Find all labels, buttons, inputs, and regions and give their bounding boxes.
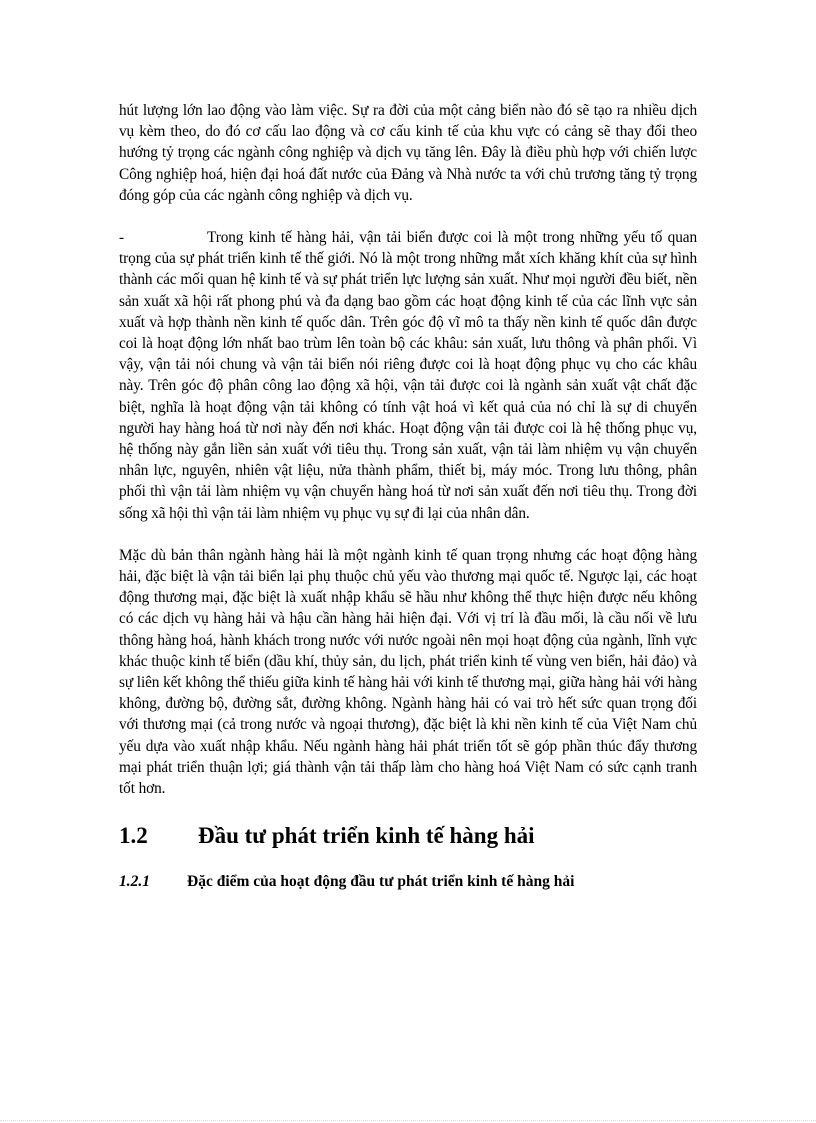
paragraph-1: hút lượng lớn lao động vào làm việc. Sự ra đời của một cảng biển nào đó sẽ tạo ra nhiều dịch vụ kèm theo, do đó cơ cấu lao động và cơ cấu kinh tế của khu vực có cảng sẽ thay đổi theo hướng tỷ trọng các ngành công nghiệp và dịch vụ tăng lên. Đây là điều phù hợp với chiến lược Công nghiệp hoá, hiện đại hoá đất nước của Đảng và Nhà nước ta với chủ trương tăng tỷ trọng đóng góp của các ngành công nghiệp và dịch vụ. bbox=[119, 102, 697, 204]
bullet-marker: - bbox=[119, 229, 124, 247]
paragraph-2: Trong kinh tế hàng hải, vận tải biển được coi là một trong những yếu tố quan trọng của sự phát triển kinh tế thế giới. Nó là một trong những mắt xích khăng khít của sự hình thành các mối quan hệ kinh tế và sự phát triển lực lượng sản xuất. Như mọi người đều biết, nền sản xuất xã hội rất phong phú và đa dạng bao gồm các hoạt động kinh tế của các lĩnh vực sản xuất và hợp thành nền kinh tế quốc dân. Trên góc độ vĩ mô ta thấy nền kinh tế quốc dân được coi là hoạt động lớn nhất bao trùm lên toàn bộ các khâu: sản xuất, lưu thông và phân phối. Vì vậy, vận tải nói chung và vận tải biển nói riêng được coi là hoạt động phục vụ cho các khâu này. Trên góc độ phân công lao động xã hội, vận tải được coi là ngành sản xuất vật chất đặc biệt, nghĩa là hoạt động vận tải không có tính vật hoá vì kết quả của nó chỉ là sự di chuyển người hay hàng hoá từ nơi này đến nơi khác. Hoạt động vận tải được coi là hệ thống phục vụ, hệ thống này gắn liền sản xuất với tiêu thụ. Trong sản xuất, vận tải làm nhiệm vụ vận chuyển nhân lực, nguyên, nhiên vật liệu, nửa thành phẩm, thiết bị, máy móc. Trong lưu thông, phân phối thì vận tải làm nhiệm vụ vận chuyển hàng hoá từ nơi sản xuất đến nơi tiêu thụ. Trong đời sống xã hội thì vận tải làm nhiệm vụ phục vụ sự đi lại của nhân dân. bbox=[119, 229, 697, 522]
section-title: Đầu tư phát triển kinh tế hàng hải bbox=[198, 823, 535, 849]
bullet-paragraph bbox=[119, 227, 697, 524]
subsection-number: 1.2.1 bbox=[119, 873, 150, 891]
paragraph-3: Mặc dù bản thân ngành hàng hải là một ngành kinh tế quan trọng nhưng các hoạt động hàng hải, đặc biệt là vận tải biển lại phụ thuộc chủ yếu vào thương mại quốc tế. Ngược lại, các hoạt động thương mại, đặc biệt là xuất nhập khẩu sẽ hầu như không thể thực hiện được nếu không có các dịch vụ hàng hải và hậu cần hàng hải hiện đại. Với vị trí là đầu mối, là cầu nối về lưu thông hàng hoá, hành khách trong nước với nước ngoài nên mọi hoạt động của ngành, lĩnh vực khác thuộc kinh tế biển (dầu khí, thủy sản, du lịch, phát triển kinh tế vùng ven biển, hải đảo) và sự liên kết không thể thiếu giữa kinh tế hàng hải với kinh tế thương mại, giữa hàng hải với hàng không, đường bộ, đường sắt, đường không. Ngành hàng hải có vai trò hết sức quan trọng đối với thương mại (cả trong nước và ngoại thương), đặc biệt là khi nền kinh tế của Việt Nam chủ yếu dựa vào xuất nhập khẩu. Nếu ngành hàng hải phát triển tốt sẽ góp phần thúc đẩy thương mại phát triển thuận lợi; giá thành vận tải thấp làm cho hàng hoá Việt Nam có sức cạnh tranh tốt hơn. bbox=[119, 546, 697, 798]
subsection-title: Đặc điểm của hoạt động đầu tư phát triển kinh tế hàng hải bbox=[187, 873, 575, 891]
section-heading bbox=[119, 821, 697, 851]
section-number: 1.2 bbox=[119, 823, 148, 849]
document-page bbox=[119, 100, 697, 892]
subsection-heading bbox=[119, 871, 697, 892]
page-bottom-divider bbox=[0, 1120, 816, 1121]
